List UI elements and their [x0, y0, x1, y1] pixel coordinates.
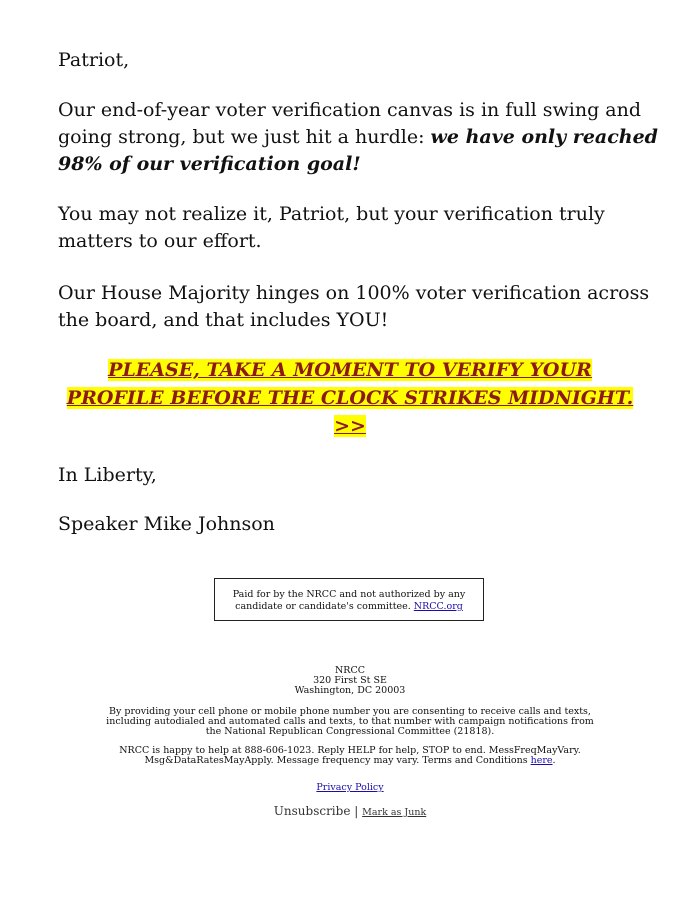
footer-privacy	[100, 783, 600, 793]
paragraph-verification-plain: Our end-of-year voter verification canvas is in full swing and going strong, but we just hit a hurdle:	[58, 99, 642, 148]
greeting-text: Patriot,	[58, 49, 130, 71]
footer-unsubscribe-row	[100, 804, 600, 820]
cta-block	[60, 356, 640, 440]
paragraph-matters-text: You may not realize it, Patriot, but your verification truly matters to our effort.	[58, 203, 605, 252]
footer-consent	[100, 707, 600, 737]
nrcc-org-link[interactable]: NRCC.org	[413, 601, 463, 612]
signoff-text: In Liberty,	[58, 464, 157, 486]
signoff	[58, 462, 658, 489]
footer-consent-text: By providing your cell phone or mobile phone number you are consenting to receive calls and texts, including autodialed and automated calls and texts, to that number with campaign notifications from the National Republican Congressional Committee (21818).	[106, 706, 594, 737]
footer-city: Washington, DC 20003	[294, 685, 406, 696]
paragraph-majority	[58, 280, 658, 334]
unsubscribe-link[interactable]: Unsubscribe	[273, 804, 351, 818]
mark-as-junk-link[interactable]: Mark as Junk	[362, 807, 427, 818]
cta-link-arrow[interactable]: >>	[334, 415, 366, 437]
signature-text: Speaker Mike Johnson	[58, 513, 275, 535]
disclaimer-text: Paid for by the NRCC and not authorized by any candidate or candidate's committee.	[232, 589, 466, 612]
footer-help	[100, 746, 600, 766]
paragraph-majority-text: Our House Majority hinges on 100% voter verification across the board, and that includes YOU!	[58, 282, 650, 331]
paragraph-verification-emphasis: we have only reached 98% of our verification goal!	[58, 126, 658, 175]
paragraph-matters	[58, 201, 658, 255]
footer-help-end: .	[552, 755, 556, 766]
cta-link-line2[interactable]: PROFILE BEFORE THE CLOCK STRIKES MIDNIGHT.	[66, 387, 634, 409]
privacy-policy-link[interactable]: Privacy Policy	[316, 782, 384, 793]
footer-help-text: NRCC is happy to help at 888-606-1023. Reply HELP for help, STOP to end. MessFreqMayVary. Msg&DataRatesMayApply. Message frequency may vary. Terms and Conditions	[119, 745, 581, 766]
footer-separator: |	[354, 804, 359, 818]
footer-address	[100, 666, 600, 696]
paid-for-disclaimer	[214, 578, 484, 621]
footer-street: 320 First St SE	[313, 675, 387, 686]
cta-link-line1[interactable]: PLEASE, TAKE A MOMENT TO VERIFY YOUR	[108, 359, 592, 381]
paragraph-verification	[58, 97, 658, 178]
signature	[58, 511, 658, 538]
terms-here-link[interactable]: here	[530, 755, 553, 766]
paragraph-verification-text	[58, 97, 658, 178]
footer-org: NRCC	[334, 665, 365, 676]
greeting	[58, 47, 658, 74]
